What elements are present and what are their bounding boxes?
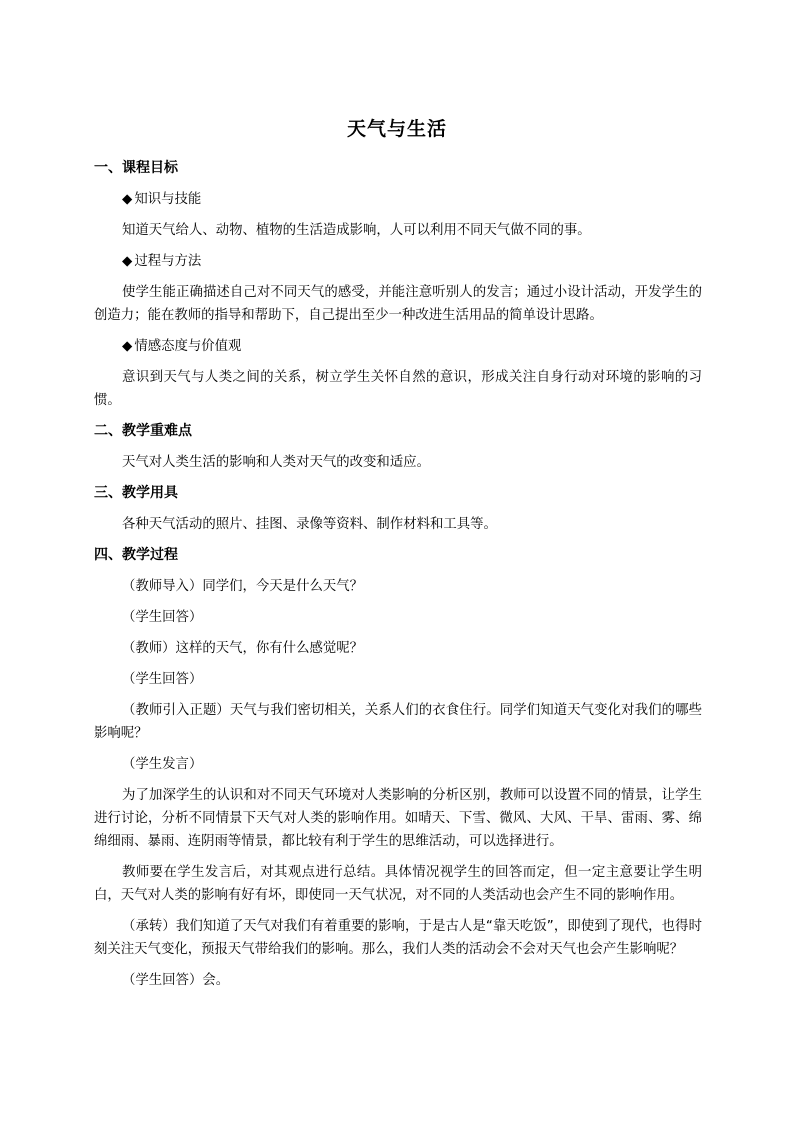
paragraph: （学生回答）会。 bbox=[122, 973, 230, 988]
paragraph: 意识到天气与人类之间的关系，树立学生关怀自然的意识，形成关注自身行动对环境的影响的习惯。 bbox=[94, 370, 702, 408]
diamond-bullet-icon: ◆ bbox=[122, 254, 133, 269]
section-heading: 一、课程目标 bbox=[94, 160, 178, 176]
subsection-label-text: 知识与技能 bbox=[134, 192, 202, 207]
subsection-label-text: 过程与方法 bbox=[134, 254, 202, 269]
document-title: 天气与生活 bbox=[346, 118, 447, 140]
paragraph: 天气对人类生活的影响和人类对天气的改变和适应。 bbox=[122, 455, 430, 470]
subsection-label-text: 情感态度与价值观 bbox=[134, 339, 242, 354]
paragraph: （学生回答） bbox=[122, 672, 203, 687]
diamond-bullet-icon: ◆ bbox=[122, 339, 133, 354]
subsection-label bbox=[122, 188, 702, 211]
paragraph: （教师）这样的天气，你有什么感觉呢？ bbox=[122, 641, 364, 656]
paragraph: 为了加深学生的认识和对不同天气环境对人类影响的分析区别，教师可以设置不同的情景，让学生进行讨论，分析不同情景下天气对人类的影响作用。如晴天、下雪、微风、大风、干旱、雷雨、雾、绵绵细雨、暴雨、连阴雨等情景，都比较有利于学生的思维活动，可以选择进行。 bbox=[94, 788, 702, 849]
section-heading: 三、教学用具 bbox=[94, 485, 178, 501]
paragraph: 各种天气活动的照片、挂图、录像等资料、制作材料和工具等。 bbox=[122, 517, 497, 532]
paragraph: 使学生能正确描述自己对不同天气的感受，并能注意听别人的发言；通过小设计活动，开发学生的创造力；能在教师的指导和帮助下，自己提出至少一种改进生活用品的简单设计思路。 bbox=[94, 285, 702, 323]
document-body bbox=[94, 157, 702, 1000]
paragraph: （学生发言） bbox=[122, 757, 203, 772]
paragraph: （学生回答） bbox=[122, 610, 203, 625]
subsection-label bbox=[122, 250, 702, 273]
paragraph: （教师引入正题）天气与我们密切相关，关系人们的衣食住行。同学们知道天气变化对我们的哪些影响呢？ bbox=[94, 703, 702, 741]
subsection-label bbox=[122, 335, 702, 358]
paragraph: （承转）我们知道了天气对我们有着重要的影响，于是古人是“靠天吃饭”，即使到了现代，也得时刻关注天气变化，预报天气带给我们的影响。那么，我们人类的活动会不会对天气也会产生影响呢？ bbox=[94, 919, 702, 957]
diamond-bullet-icon: ◆ bbox=[122, 192, 133, 207]
section-heading: 四、教学过程 bbox=[94, 547, 178, 563]
paragraph: 知道天气给人、动物、植物的生活造成影响，人可以利用不同天气做不同的事。 bbox=[122, 223, 591, 238]
paragraph: （教师导入）同学们，今天是什么天气？ bbox=[122, 579, 364, 594]
paragraph: 教师要在学生发言后，对其观点进行总结。具体情况视学生的回答而定，但一定主意要让学生明白，天气对人类的影响有好有坏，即使同一天气状况，对不同的人类活动也会产生不同的影响作用。 bbox=[94, 865, 702, 903]
section-heading: 二、教学重难点 bbox=[94, 423, 192, 439]
